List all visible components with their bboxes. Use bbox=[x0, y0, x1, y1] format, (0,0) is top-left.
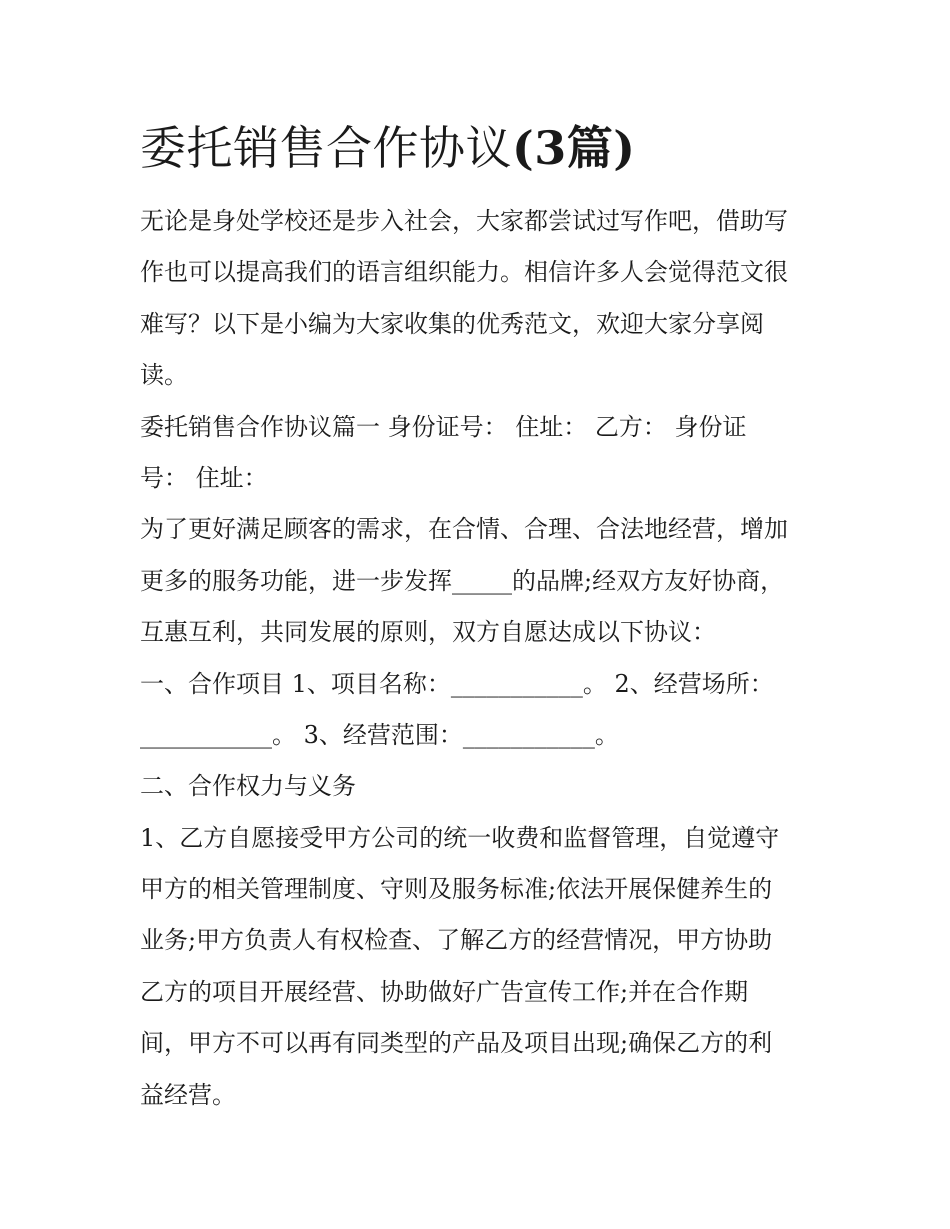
body-line: 业务;甲方负责人有权检查、了解乙方的经营情况，甲方协助 bbox=[140, 926, 773, 955]
body-line: 号： 住址： bbox=[140, 463, 268, 492]
body-line: ___________。 3、经营范围：___________。 bbox=[140, 720, 619, 749]
body-line: 间，甲方不可以再有同类型的产品及项目出现;确保乙方的利 bbox=[140, 1029, 773, 1058]
body-line: 难写？以下是小编为大家收集的优秀范文，欢迎大家分享阅 bbox=[140, 309, 764, 338]
body-line: 一、合作项目 1、项目名称：___________。 2、经营场所： bbox=[140, 669, 774, 698]
body-line: 互惠互利，共同发展的原则，双方自愿达成以下协议： bbox=[140, 618, 716, 647]
body-line: 作也可以提高我们的语言组织能力。相信许多人会觉得范文很 bbox=[140, 258, 788, 287]
body-line: 乙方的项目开展经营、协助做好广告宣传工作;并在合作期 bbox=[140, 977, 749, 1006]
body-line: 委托销售合作协议篇一 身份证号： 住址： 乙方： 身份证 bbox=[140, 412, 747, 441]
body-line: 甲方的相关管理制度、守则及服务标准;依法开展保健养生的 bbox=[140, 875, 773, 904]
body-line: 更多的服务功能，进一步发挥_____的品牌;经双方友好协商， bbox=[140, 566, 785, 595]
document-title bbox=[140, 112, 840, 184]
body-line: 读。 bbox=[140, 361, 188, 390]
body-line: 益经营。 bbox=[140, 1080, 236, 1109]
title-main: 委托销售合作协议 bbox=[140, 121, 512, 175]
body-line: 无论是身处学校还是步入社会，大家都尝试过写作吧，借助写 bbox=[140, 207, 788, 235]
title-suffix: (3篇) bbox=[512, 121, 636, 175]
section-heading: 二、合作权力与义务 bbox=[140, 772, 356, 801]
body-line: 1、乙方自愿接受甲方公司的统一收费和监督管理，自觉遵守 bbox=[140, 823, 780, 852]
body-line: 为了更好满足顾客的需求，在合情、合理、合法地经营，增加 bbox=[140, 515, 788, 544]
document-body bbox=[140, 196, 820, 1121]
